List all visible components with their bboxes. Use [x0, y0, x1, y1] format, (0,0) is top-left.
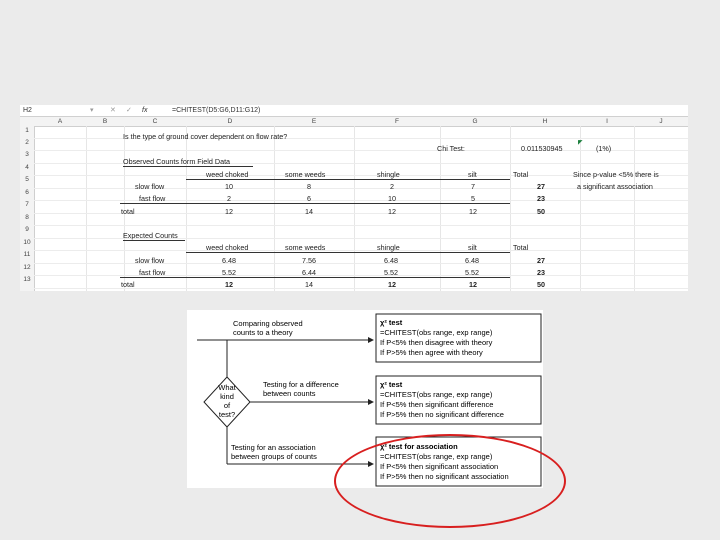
observed-header-weed-choked[interactable]: weed choked — [206, 170, 249, 179]
expected-value[interactable]: 6.48 — [465, 256, 479, 265]
expected-total[interactable]: 50 — [537, 280, 545, 289]
expected-title[interactable]: Expected Counts — [123, 231, 178, 240]
box-title: χ² test — [380, 380, 403, 389]
box-line: If P>5% then no significant association — [380, 472, 509, 481]
column-header-d[interactable]: D — [227, 118, 233, 125]
observed-value[interactable]: 8 — [307, 182, 311, 191]
row-header[interactable]: 9 — [25, 226, 29, 233]
row-header[interactable]: 7 — [25, 201, 29, 208]
association-label: Testing for an association — [231, 443, 316, 452]
error-indicator-icon: ◤ — [578, 140, 583, 146]
expected-value[interactable]: 6.44 — [302, 268, 316, 277]
expected-value[interactable]: 7.56 — [302, 256, 316, 265]
box-line: If P<5% then significant association — [380, 462, 499, 471]
observed-value[interactable]: 14 — [305, 207, 313, 216]
observed-total[interactable]: 50 — [537, 207, 545, 216]
observed-total[interactable]: 23 — [537, 194, 545, 203]
expected-value[interactable]: 6.48 — [384, 256, 398, 265]
observed-row-label[interactable]: total — [121, 207, 135, 216]
name-box-dropdown-icon[interactable]: ▾ — [90, 107, 94, 114]
column-header-b[interactable]: B — [102, 118, 108, 125]
row-header[interactable]: 2 — [25, 139, 29, 146]
formula-bar — [20, 105, 688, 117]
expected-value[interactable]: 6.48 — [222, 256, 236, 265]
row-header[interactable]: 12 — [23, 264, 31, 271]
row-header[interactable]: 4 — [25, 164, 29, 171]
observed-value[interactable]: 2 — [227, 194, 231, 203]
observed-header-shingle[interactable]: shingle — [377, 170, 400, 179]
highlight-circle — [334, 434, 566, 528]
cancel-icon[interactable]: ✕ — [110, 107, 116, 114]
box-line: If P<5% then significant difference — [380, 400, 494, 409]
expected-value[interactable]: 5.52 — [384, 268, 398, 277]
row-header[interactable]: 1 — [25, 127, 29, 134]
expected-value[interactable]: 5.52 — [465, 268, 479, 277]
observed-header-silt[interactable]: silt — [468, 170, 477, 179]
expected-header-shingle[interactable]: shingle — [377, 243, 400, 252]
expected-header-weed-choked[interactable]: weed choked — [206, 243, 249, 252]
observed-title[interactable]: Observed Counts form Field Data — [123, 157, 231, 166]
expected-total[interactable]: 23 — [537, 268, 545, 277]
expected-value[interactable]: 12 — [225, 280, 233, 289]
row-header[interactable]: 6 — [25, 189, 29, 196]
expected-header-some-weeds[interactable]: some weeds — [285, 243, 326, 252]
expected-row-label[interactable]: slow flow — [135, 256, 165, 265]
expected-header-silt[interactable]: silt — [468, 243, 477, 252]
row-header[interactable]: 5 — [25, 176, 29, 183]
box-line: =CHITEST(obs range, exp range) — [380, 390, 493, 399]
association-label: between groups of counts — [231, 452, 317, 461]
enter-icon[interactable]: ✓ — [126, 107, 132, 114]
start-label: Comparing observed — [233, 319, 303, 328]
column-header-c[interactable]: C — [152, 118, 158, 125]
box-line: =CHITEST(obs range, exp range) — [380, 328, 493, 337]
observed-value[interactable]: 10 — [225, 182, 233, 191]
expected-row-label[interactable]: fast flow — [139, 268, 166, 277]
conclusion-line-1[interactable]: Since p-value <5% there is — [573, 170, 659, 179]
box-line: If P>5% then agree with theory — [380, 348, 483, 357]
sheet-title[interactable]: Is the type of ground cover dependent on flow rate? — [123, 132, 288, 141]
observed-header-some-weeds[interactable]: some weeds — [285, 170, 326, 179]
row-header[interactable]: 13 — [23, 276, 31, 283]
box-line: =CHITEST(obs range, exp range) — [380, 452, 493, 461]
box-title: χ² test for association — [380, 442, 458, 451]
observed-total[interactable]: 27 — [537, 182, 545, 191]
column-header-e[interactable]: E — [311, 118, 317, 125]
expected-total[interactable]: 27 — [537, 256, 545, 265]
difference-label: between counts — [263, 389, 316, 398]
row-header[interactable]: 10 — [23, 239, 31, 246]
expected-header-total[interactable]: Total — [513, 243, 529, 252]
name-box[interactable]: H2 — [23, 107, 32, 114]
observed-value[interactable]: 12 — [225, 207, 233, 216]
observed-value[interactable]: 7 — [471, 182, 475, 191]
column-header-h[interactable]: H — [542, 118, 548, 125]
decision-line: kind — [220, 392, 234, 401]
column-header-g[interactable]: G — [472, 118, 478, 125]
observed-row-label[interactable]: slow flow — [135, 182, 165, 191]
box-line: If P>5% then no significant difference — [380, 410, 504, 419]
chi-test-percent[interactable]: (1%) — [596, 144, 612, 153]
box-title: χ² test — [380, 318, 403, 327]
observed-value[interactable]: 2 — [390, 182, 394, 191]
observed-value[interactable]: 12 — [469, 207, 477, 216]
box-line: If P<5% then disagree with theory — [380, 338, 493, 347]
decision-line: test? — [218, 410, 236, 419]
start-label: counts to a theory — [233, 328, 293, 337]
chi-test-value[interactable]: 0.011530945 — [521, 144, 563, 153]
chi-test-label[interactable]: Chi Test: — [437, 144, 465, 153]
observed-header-total[interactable]: Total — [513, 170, 529, 179]
conclusion-line-2[interactable]: a significant association — [577, 182, 653, 191]
observed-row-label[interactable]: fast flow — [139, 194, 166, 203]
expected-value[interactable]: 14 — [305, 280, 313, 289]
observed-value[interactable]: 6 — [307, 194, 311, 203]
row-header[interactable]: 8 — [25, 214, 29, 221]
fx-icon[interactable]: fx — [142, 107, 148, 114]
column-header-f[interactable]: F — [395, 118, 399, 125]
observed-value[interactable]: 10 — [388, 194, 396, 203]
spreadsheet — [20, 105, 688, 291]
decision-line: What — [218, 383, 236, 392]
observed-value[interactable]: 12 — [388, 207, 396, 216]
expected-value[interactable]: 12 — [388, 280, 396, 289]
column-header-i[interactable]: I — [606, 118, 608, 125]
column-header-a[interactable]: A — [57, 118, 63, 125]
observed-value[interactable]: 5 — [471, 194, 475, 203]
expected-value[interactable]: 5.52 — [222, 268, 236, 277]
row-header[interactable]: 3 — [25, 151, 29, 158]
decision-line: of — [223, 401, 231, 410]
formula-input[interactable]: =CHITEST(D5:G6,D11:G12) — [172, 107, 261, 114]
column-header-j[interactable]: J — [659, 118, 663, 125]
expected-value[interactable]: 12 — [469, 280, 477, 289]
row-headers — [20, 126, 35, 291]
difference-label: Testing for a difference — [263, 380, 339, 389]
row-header[interactable]: 11 — [23, 251, 31, 258]
expected-row-label[interactable]: total — [121, 280, 135, 289]
